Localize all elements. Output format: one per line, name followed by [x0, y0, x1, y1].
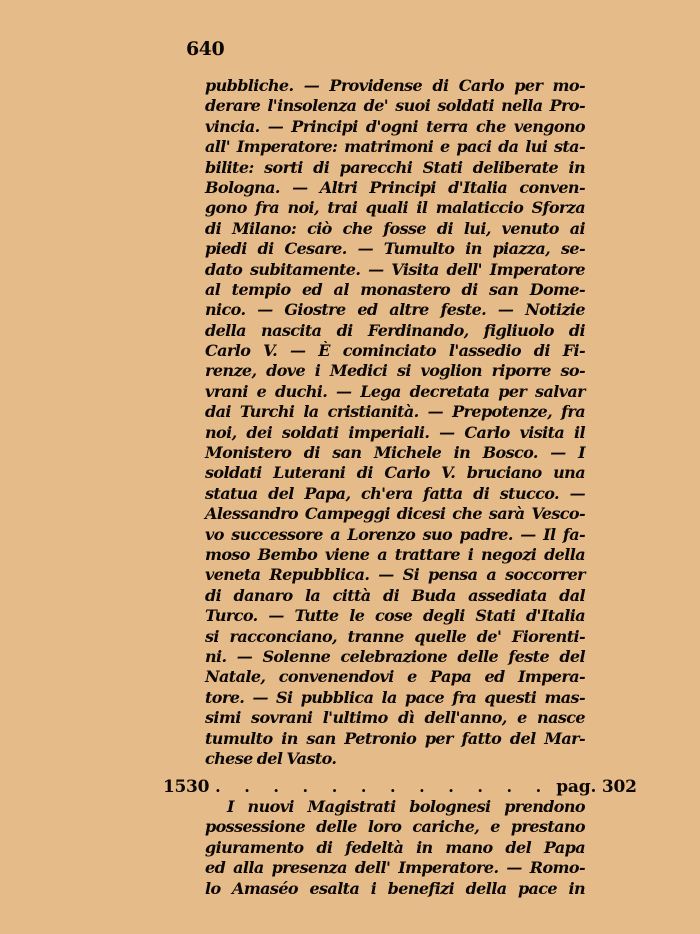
text-line: possessione delle loro cariche, e prestano	[205, 817, 585, 837]
text-line: gono fra noi, trai quali il malaticcio Sforza	[205, 198, 585, 218]
text-line: vo successore a Lorenzo suo padre. — Il fa-	[205, 524, 585, 544]
text-line: Turco. — Tutte le cose degli Stati d'Italia	[205, 606, 585, 626]
text-line: al tempio ed al monastero di san Dome-	[205, 279, 585, 299]
text-line: renze, dove i Medici si voglion riporre so-	[205, 361, 585, 381]
text-line: pubbliche. — Providense di Carlo per mo-	[205, 76, 585, 95]
paragraph-summary-1530	[205, 797, 585, 899]
text-line: nico. — Giostre ed altre feste. — Notizie	[205, 300, 585, 320]
text-line: giuramento di fedeltà in mano del Papa	[205, 837, 585, 857]
text-line: derare l'insolenza de' suoi soldati nella Pro-	[205, 96, 585, 116]
text-line: all' Imperatore: matrimoni e paci da lui sta-	[205, 137, 585, 157]
text-line: lo Amaséo esalta i benefizi della pace in	[205, 878, 585, 898]
paragraph-summary-1529	[205, 76, 585, 769]
text-line: piedi di Cesare. — Tumulto in piazza, se-	[205, 239, 585, 259]
page-number: 640	[186, 38, 225, 60]
text-line: di Milano: ciò che fosse di lui, venuto ai	[205, 218, 585, 238]
text-line: statua del Papa, ch'era fatta di stucco. —	[205, 483, 585, 503]
year-label: 1530	[163, 777, 210, 797]
text-line: Bologna. — Altri Principi d'Italia conven-	[205, 177, 585, 197]
text-line: della nascita di Ferdinando, figliuolo di	[205, 320, 585, 340]
text-line: moso Bembo viene a trattare i negozi della	[205, 544, 585, 564]
text-line: vrani e duchi. — Lega decretata per salvar	[205, 381, 585, 401]
text-line: tumulto in san Petronio per fatto del Mar-	[205, 728, 585, 748]
text-line: di danaro la città di Buda assediata dal	[205, 585, 585, 605]
text-line: Carlo V. — È cominciato l'assedio di Fi-	[205, 341, 585, 361]
text-line: ed alla presenza dell' Imperatore. — Romo-	[205, 858, 585, 878]
text-line: vincia. — Principi d'ogni terra che vengono	[205, 116, 585, 136]
text-line: Natale, convenendovi e Papa ed Impera-	[205, 667, 585, 687]
text-line: noi, dei soldati imperiali. — Carlo visita il	[205, 422, 585, 442]
text-line: simi sovrani l'ultimo dì dell'anno, e nasce	[205, 708, 585, 728]
text-line: bilite: sorti di parecchi Stati deliberate in	[205, 157, 585, 177]
text-line: soldati Luterani di Carlo V. bruciano una	[205, 463, 585, 483]
text-line: si racconciano, tranne quelle de' Fiorenti-	[205, 626, 585, 646]
text-line: tore. — Si pubblica la pace fra questi mas-	[205, 687, 585, 707]
text-line: Alessandro Campeggi dicesi che sarà Vesco-	[205, 504, 585, 524]
text-line: chese del Vasto.	[205, 748, 337, 768]
year-entry-row	[163, 777, 637, 799]
page-reference: pag. 302	[556, 777, 637, 797]
text-line: veneta Repubblica. — Si pensa a soccorrer	[205, 565, 585, 585]
text-line: dai Turchi la cristianità. — Prepotenze, fra	[205, 402, 585, 422]
leader-dots: . . . . . . . . . . . .	[215, 777, 551, 796]
text-line: Monistero di san Michele in Bosco. — I	[205, 443, 585, 463]
text-line: ni. — Solenne celebrazione delle feste del	[205, 646, 585, 666]
text-line: I nuovi Magistrati bolognesi prendono	[227, 797, 585, 816]
text-line: dato subitamente. — Visita dell' Imperatore	[205, 259, 585, 279]
